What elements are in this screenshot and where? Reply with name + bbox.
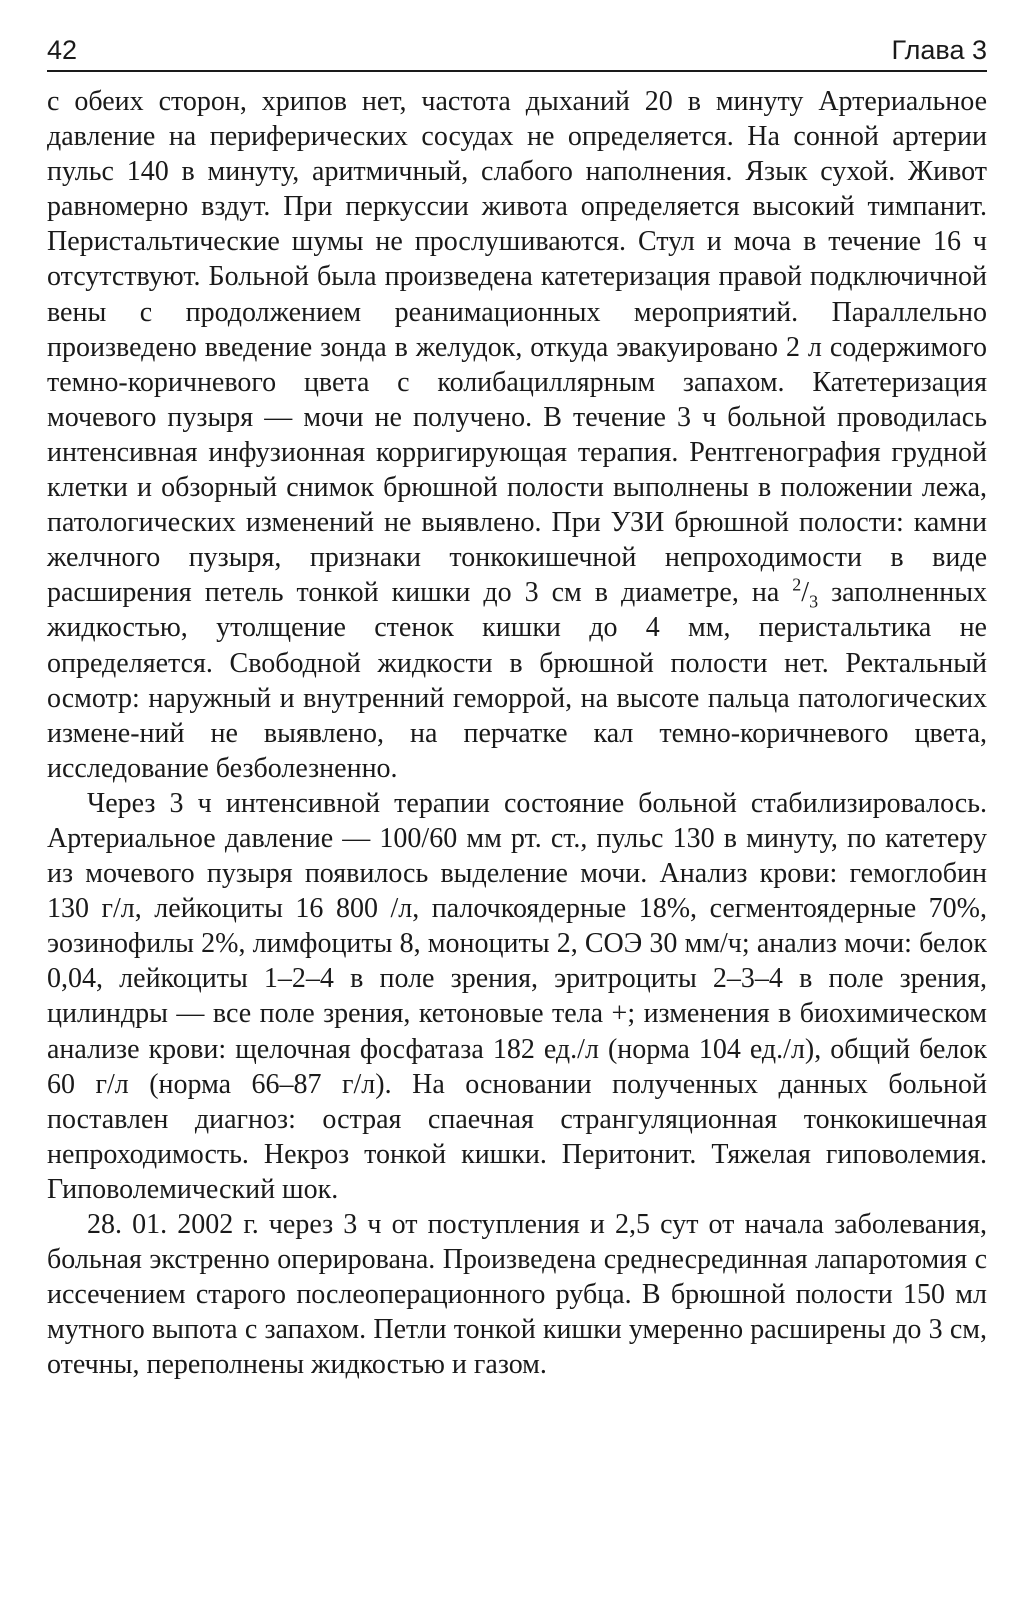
paragraph-1-text-before: с обеих сторон, хрипов нет, частота дыханий 20 в минуту Артериальное давление на периферических сосудах не определяется. На сонной артерии пульс 140 в минуту, аритмичный, слабого наполнения. Язык сухой. Живот равномерно вздут. При перкуссии живота определяется высокий тимпанит. Перистальтические шумы не прослушиваются. Стул и моча в течение 16 ч отсутствуют. Больной была произведена катетеризация правой подключичной вены с продолжением реанимационных мероприятий. Параллельно произведено введение зонда в желудок, откуда эвакуировано 2 л содержимого темно-коричневого цвета с колибациллярным запахом. Катетеризация мочевого пузыря — мочи не получено. В течение 3 ч больной проводилась интенсивная инфузионная корригирующая терапия. Рентгенография грудной клетки и обзорный снимок брюшной полости выполнены в положении лежа, патологических изменений не выявлено. При УЗИ брюшной полости: камни желчного пузыря, признаки тонкокишечной непроходимости в виде расширения петель тонкой кишки до 3 см в диаметре, на: [47, 86, 987, 609]
fraction-denominator: 3: [809, 591, 819, 612]
paragraph-3: 28. 01. 2002 г. через 3 ч от поступления и 2,5 сут от начала заболевания, больная экстренно оперирована. Произведена среднесрединная лапаротомия с иссечением старого послеоперационного рубца. В брюшной полости 150 мл мутного выпота с запахом. Петли тонкой кишки умеренно расширены до 3 см, отечны, переполнены жидкостью и газом.: [47, 1209, 987, 1381]
fraction-numerator: 2: [792, 574, 802, 595]
body-text: [47, 84, 987, 1382]
book-page: [47, 34, 987, 1382]
page-number: 42: [47, 35, 78, 65]
fraction-two-thirds: $^2/_3$: [792, 574, 819, 612]
chapter-title: Глава 3: [891, 35, 987, 65]
running-head: [47, 34, 987, 72]
paragraph-2: Через 3 ч интенсивной терапии состояние больной стабилизировалось. Артериальное давление — 100/60 мм рт. ст., пульс 130 в минуту, по катетеру из мочевого пузыря появилось выделение мочи. Анализ крови: гемоглобин 130 г/л, лейкоциты 16 800 /л, палочкоядерные 18%, сегментоядерные 70%, эозинофилы 2%, лимфоциты 8, моноциты 2, СОЭ 30 мм/ч; анализ мочи: белок 0,04, лейкоциты 1–2–4 в поле зрения, эритроциты 2–3–4 в поле зрения, цилиндры — все поле зрения, кетоновые тела +; изменения в биохимическом анализе крови: щелочная фосфатаза 182 ед./л (норма 104 ед./л), общий белок 60 г/л (норма 66–87 г/л). На основании полученных данных больной поставлен диагноз: острая спаечная странгуляционная тонкокишечная непроходимость. Некроз тонкой кишки. Перитонит. Тяжелая гиповолемия. Гиповолемический шок.: [47, 787, 987, 1205]
paragraph-1-text-after: заполненных жидкостью, утолщение стенок кишки до 4 мм, перистальтика не определяется. Свободной жидкости в брюшной полости нет. Ректальный осмотр: наружный и внутренний геморрой, на высоте пальца патологических измене-ний не выявлено, на перчатке кал темно-коричневого цвета, исследование безболезненно.: [47, 577, 988, 784]
paragraph-1: [47, 84, 987, 786]
